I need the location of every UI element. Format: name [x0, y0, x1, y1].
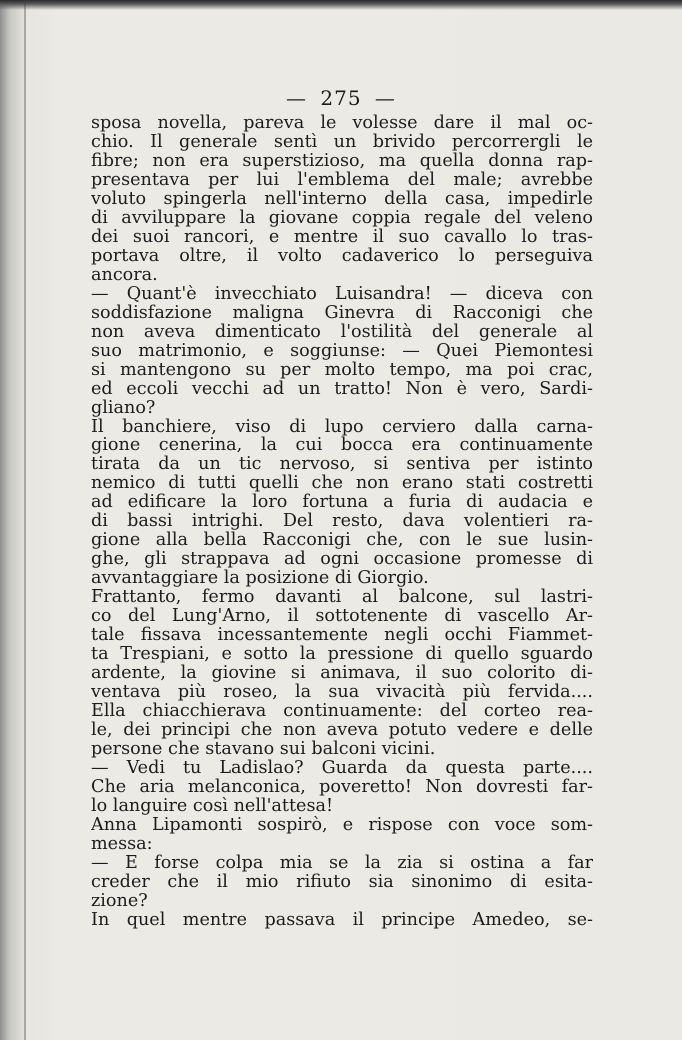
text-line: sposa novella, pareva le volesse dare il mal oc- — [91, 114, 593, 133]
text-line: — È forse colpa mia se la zia si ostina a far — [91, 853, 593, 873]
text-line: co del Lung'Arno, il sottotenente di vascello Ar- — [91, 607, 593, 627]
text-line: si mantengono su per molto tempo, ma poi crac, — [91, 360, 593, 380]
text-line: lo languire così nell'attesa! — [91, 796, 334, 816]
text-line: dei suoi rancori, e mentre il suo cavallo lo tras- — [91, 227, 593, 247]
text-line: ta Trespiani, e sotto la pressione di quello sguardo — [91, 645, 593, 665]
text-line: gione alla bella Racconigi che, con le sue lusin- — [91, 531, 593, 551]
text-line: di bassi intrighi. Del resto, dava volentieri ra- — [91, 512, 593, 532]
text-line: suo matrimonio, e soggiunse: — Quei Piemontesi — [91, 341, 593, 361]
text-line: portava oltre, il volto cadaverico lo perseguiva — [91, 246, 593, 266]
text-line: In quel mentre passava il principe Amedeo, se- — [91, 910, 593, 930]
binding-spine — [24, 0, 26, 1040]
text-line: avvantaggiare la posizione di Giorgio. — [91, 569, 429, 589]
text-line: voluto spingerla nell'interno della casa, impedirle — [91, 189, 593, 209]
text-line: nemico di tutti quelli che non erano stati costretti — [91, 474, 593, 494]
text-line: tirata da un tic nervoso, si sentiva per istinto — [91, 455, 593, 475]
text-line: soddisfazione maligna Ginevra di Racconigi che — [91, 303, 593, 323]
text-line: ghe, gli strappava ad ogni occasione promesse di — [91, 550, 593, 570]
text-line: — Vedi tu Ladislao? Guarda da questa parte.... — [91, 758, 593, 778]
text-line: messa: — [91, 834, 153, 854]
text-line: — Quant'è invecchiato Luisandra! — diceva con — [91, 284, 593, 304]
text-line: Ella chiacchierava continuamente: del corteo rea- — [91, 702, 593, 721]
text-line: fibre; non era superstizioso, ma quella donna rap- — [91, 151, 593, 171]
text-line: ancora. — [91, 265, 158, 285]
text-line: Frattanto, fermo davanti al balcone, sul lastri- — [91, 588, 593, 608]
page-number: — 275 — — [286, 86, 396, 110]
text-line: persone che stavano sui balconi vicini. — [91, 739, 436, 759]
text-line: gliano? — [91, 398, 156, 418]
text-line: gione cenerina, la cui bocca era continuamente — [91, 436, 593, 456]
text-line: non aveva dimenticato l'ostilità del generale al — [91, 322, 593, 342]
text-line: tale fissava incessantemente negli occhi Fiammet- — [91, 626, 593, 646]
text-line: le, dei principi che non aveva potuto vedere e delle — [91, 721, 593, 740]
text-line: ventava più roseo, la sua vivacità più fervida.... — [91, 683, 593, 703]
text-line: Il banchiere, viso di lupo cerviero dalla carna- — [91, 417, 593, 437]
text-line: creder che il mio rifiuto sia sinonimo di esita- — [91, 872, 593, 892]
text-line: chio. Il generale sentì un brivido percorrergli le — [91, 132, 593, 152]
scan-top-edge — [0, 0, 682, 10]
text-line: ardente, la giovine si animava, il suo colorito di- — [91, 664, 593, 684]
text-line: presentava per lui l'emblema del male; avrebbe — [91, 170, 593, 190]
text-line: Anna Lipamonti sospirò, e rispose con voce som- — [91, 815, 593, 835]
text-line: Che aria melanconica, poveretto! Non dovresti far- — [91, 777, 593, 797]
text-line: zione? — [91, 891, 148, 911]
text-line: ad edificare la loro fortuna a furia di audacia e — [91, 493, 593, 513]
body-text — [91, 114, 593, 930]
text-line: di avviluppare la giovane coppia regale del veleno — [91, 208, 593, 228]
text-line: ed eccoli vecchi ad un tratto! Non è vero, Sardi- — [91, 379, 593, 399]
